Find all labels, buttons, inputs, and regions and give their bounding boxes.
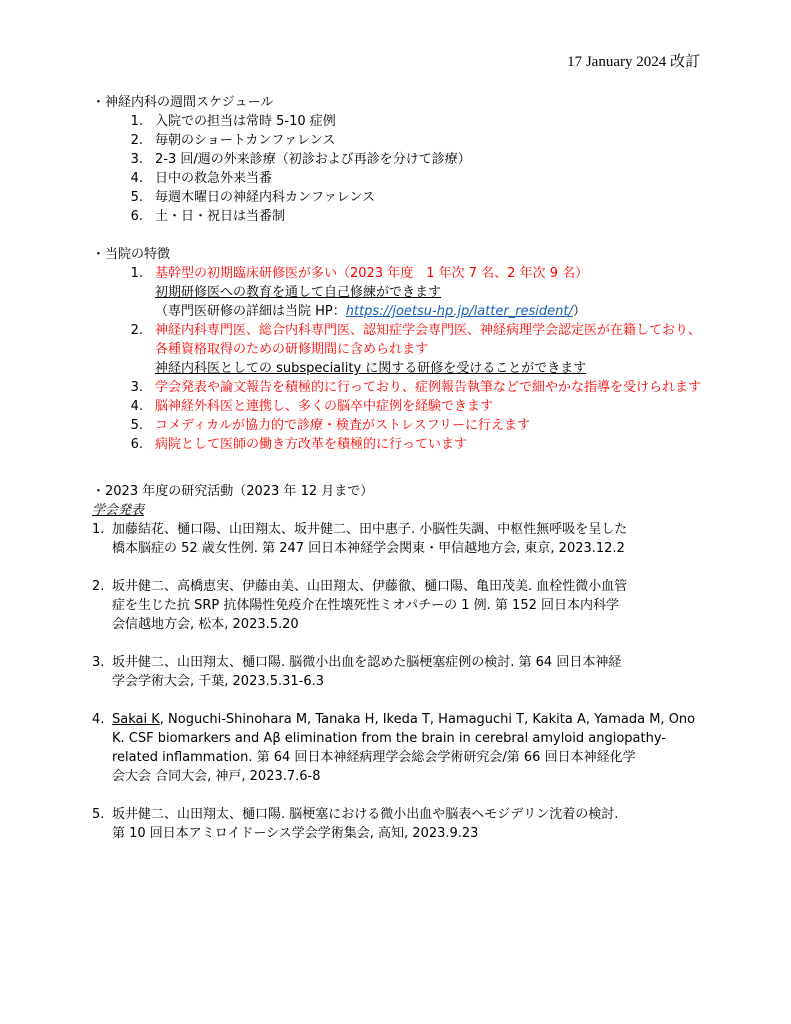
list-item: 3. 学会発表や論文報告を積極的に行っており、症例報告執筆などで細やかな指導を受けられます <box>92 378 712 397</box>
highlighted-author: Sakai K <box>112 712 160 727</box>
list-item: 6. 病院として医師の働き方改革を積極的に行っています <box>92 435 712 454</box>
features-list <box>92 264 712 454</box>
schedule-list <box>92 112 712 226</box>
publication-item: 5. 坂井健二、山田翔太、樋口陽. 脳梗塞における微小出血や脳表ヘモジデリン沈着の検討. 第 10 回日本アミロイドーシス学会学術集会, 高知, 2023.9.23 <box>92 807 619 841</box>
features-heading: ・当院の特徴 <box>92 247 171 262</box>
feature-note: 神経内科医としての subspeciality に関する研修を受けることができます <box>155 361 587 376</box>
list-item: 2. 神経内科専門医、総合内科専門医、認知症学会専門医、神経病理学会認定医が在籍しており、各種資格取得のための研修期間に含められます 神経内科医としての subspeciality に関する研修を受けることができます <box>130 323 702 376</box>
publication-item: 2. 坂井健二、高橋恵実、伊藤由美、山田翔太、伊藤徹、樋口陽、亀田茂美. 血栓性微小血管 症を生じた抗 SRP 抗体陽性免疫介在性壊死性ミオパチーの 1 例. 第 152 回日本内科学 会信越地方会, 松本, 2023.5.20 <box>92 579 628 632</box>
publication-item: 1. 加藤結花、樋口陽、山田翔太、坂井健二、田中惠子. 小脳性失調、中枢性無呼吸を呈した 橋本脳症の 52 歳女性例. 第 247 回日本神経学会関東・甲信越地方会, 東京, 2023.12.2 <box>92 522 628 556</box>
list-item: 1. 入院での担当は常時 5-10 症例 <box>130 114 336 129</box>
feature-text: 脳神経外科医と連携し、多くの脳卒中症例を経験できます <box>155 399 494 414</box>
feature-text: 学会発表や論文報告を積極的に行っており、症例報告執筆などで細やかな指導を受けられます <box>155 380 702 395</box>
research-heading: ・2023 年度の研究活動（2023 年 12 月まで） <box>92 484 374 499</box>
revision-date: 17 January 2024 改訂 <box>567 54 700 70</box>
feature-text: 神経内科専門医、総合内科専門医、認知症学会専門医、神経病理学会認定医が在籍しており、各種資格取得のための研修期間に含められます <box>155 323 702 357</box>
list-item: 3. 2-3 回/週の外来診療（初診および再診を分けて診療） <box>130 152 471 167</box>
hospital-link[interactable]: https://joetsu-hp.jp/latter_resident/ <box>345 304 573 319</box>
publication-item: 3. 坂井健二、山田翔太、樋口陽. 脳微小出血を認めた脳梗塞症例の検討. 第 64 回日本神経 学会学術大会, 千葉, 2023.5.31-6.3 <box>92 655 622 689</box>
feature-text: 基幹型の初期臨床研修医が多い（2023 年度 1 年次 7 名、2 年次 9 名） <box>155 266 589 281</box>
list-item: 5. 毎週木曜日の神経内科カンファレンス <box>130 190 376 205</box>
feature-text: コメディカルが協力的で診療・検査がストレスフリーに行えます <box>155 418 531 433</box>
list-item: 5. コメディカルが協力的で診療・検査がストレスフリーに行えます <box>92 416 712 435</box>
feature-note: 初期研修医への教育を通して自己修練ができます <box>155 285 442 300</box>
feature-text: 病院として医師の働き方改革を積極的に行っています <box>155 437 468 452</box>
list-item: 6. 土・日・祝日は当番制 <box>130 209 286 224</box>
list-item: 4. 脳神経外科医と連携し、多くの脳卒中症例を経験できます <box>92 397 712 416</box>
list-item: 2. 毎朝のショートカンファレンス <box>130 133 336 148</box>
list-item: 1. 基幹型の初期臨床研修医が多い（2023 年度 1 年次 7 名、2 年次 9 名） 初期研修医への教育を通して自己修練ができます （専門医研修の詳細は当院 HP：https://joetsu-hp.jp/latter_resident/） <box>130 266 589 319</box>
research-subheading: 学会発表 <box>92 503 145 518</box>
schedule-heading: ・神経内科の週間スケジュール <box>92 95 274 110</box>
document-body <box>92 93 712 862</box>
publication-item: 4. Sakai K, Noguchi-Shinohara M, Tanaka H, Ikeda T, Hamaguchi T, Kakita A, Yamada M, Ono K. CSF biomarkers and Aβ elimination from the brain in cerebral amyloid angiopathy- related inflammation. 第 64 回日本神経病理学会総会学術研究会/第 66 回日本神経化学 会大会 合同大会, 神戸, 2023.7.6-8 <box>92 712 696 784</box>
list-item: 4. 日中の救急外来当番 <box>130 171 273 186</box>
